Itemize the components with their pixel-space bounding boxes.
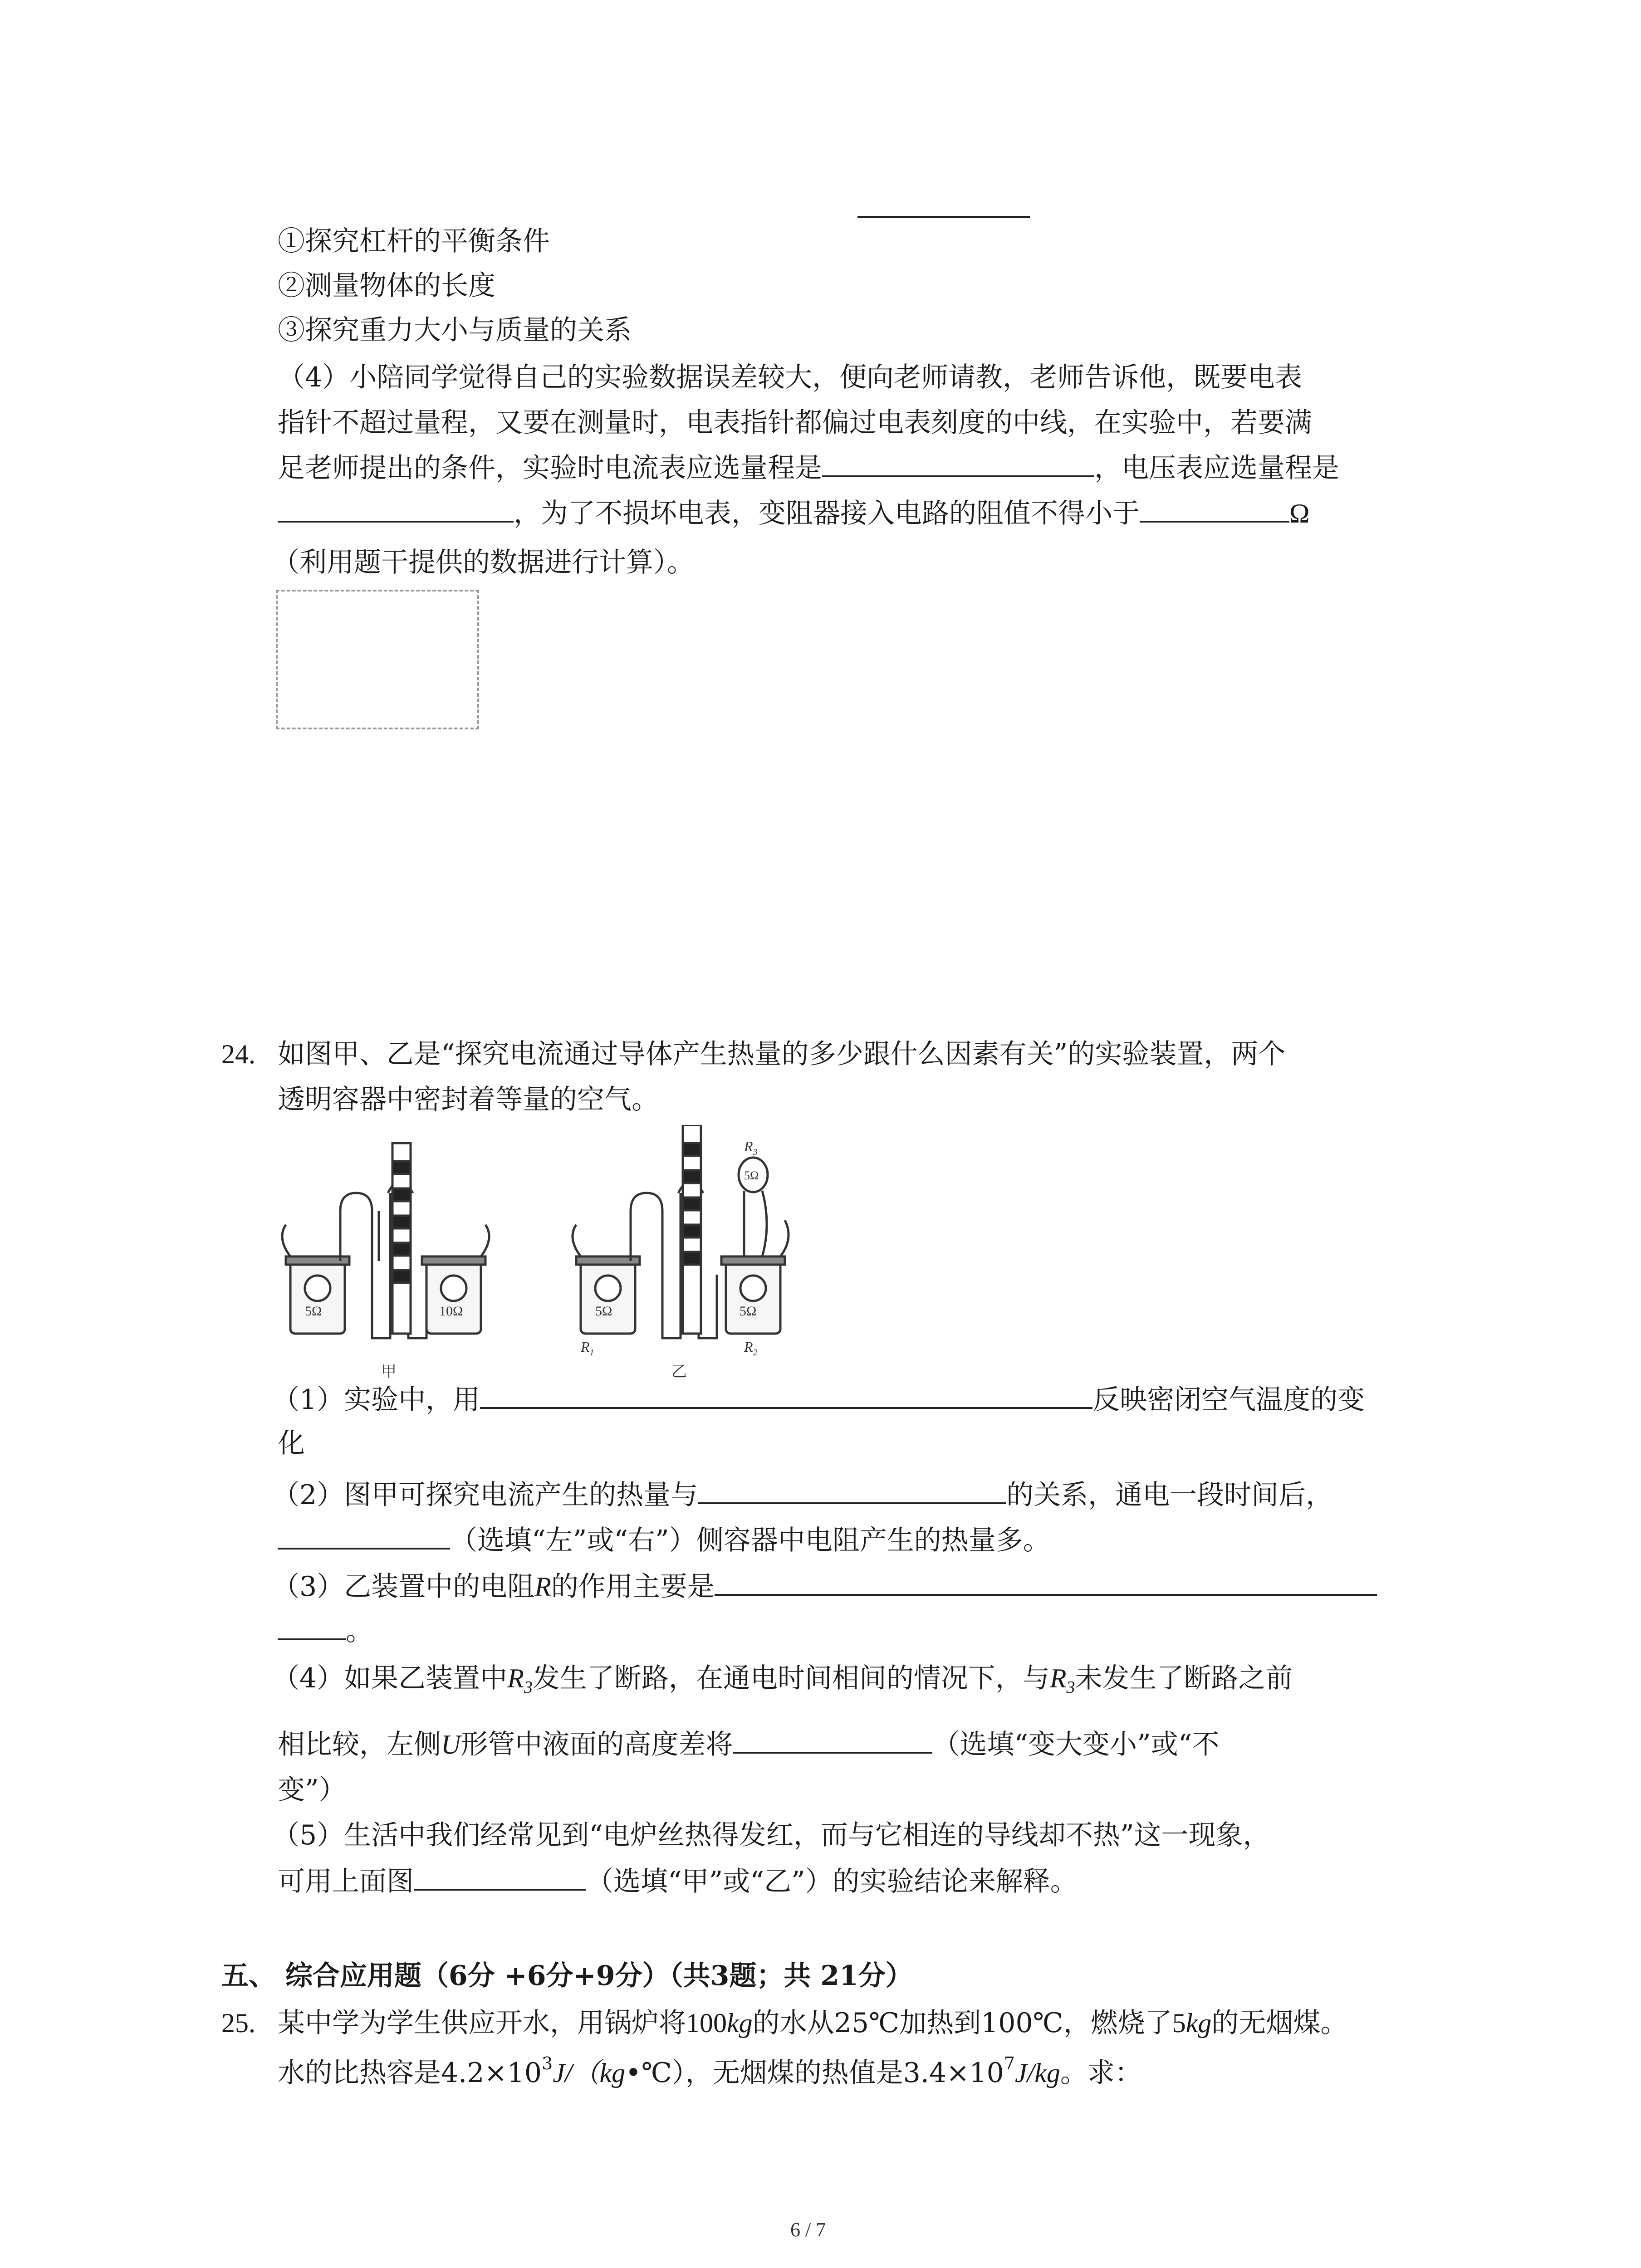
q25-mass-water: 100: [686, 2008, 727, 2038]
q24-5-text-b: 可用上面图: [278, 1866, 414, 1897]
q24-4-line2: [278, 1726, 1219, 1763]
answer-placeholder-box: [276, 590, 479, 729]
q24-1-cont: 化: [278, 1427, 305, 1459]
q24-1-text-a: （1）实验中，用: [272, 1384, 480, 1416]
q25-number: 25.: [221, 2008, 255, 2038]
caption-yi: 乙: [671, 1363, 687, 1379]
q24-4-blank[interactable]: [733, 1726, 932, 1754]
q24-4-text-e: 形管中液面的高度差将: [460, 1729, 733, 1760]
q25-exp-7: 7: [1004, 2053, 1015, 2073]
q23-4-line4: [278, 495, 1310, 532]
q24-5-line2: [278, 1863, 1078, 1900]
q25-text-e: •℃），无烟煤的热值是3.4×10: [625, 2057, 1004, 2089]
q24-4-r3-b: $R_3$: [1049, 1663, 1075, 1697]
q24-3-line: [272, 1569, 1377, 1605]
q25-text-f: 。求：: [1060, 2057, 1142, 2089]
top-answer-blank[interactable]: [857, 216, 1030, 218]
option-2: ②测量物体的长度: [278, 270, 495, 302]
voltmeter-range-blank[interactable]: [278, 495, 514, 523]
q24-5-blank[interactable]: [414, 1863, 586, 1891]
q25-text-a: 某中学为学生供应开水，用锅炉将: [278, 2007, 686, 2039]
q23-4-line4-text-a: ，为了不损坏电表，变阻器接入电路的阻值不得小于: [514, 498, 1140, 529]
experiment-figure: [272, 1125, 835, 1379]
q24-2-text-b: 的关系，通电一段时间后，: [1006, 1479, 1333, 1511]
q24-4-line: [272, 1660, 1293, 1696]
q24-4-text-f: （选填“变大变小”或“不: [932, 1729, 1220, 1760]
min-resistance-blank[interactable]: [1140, 495, 1289, 523]
r2-label: $R_2$: [744, 1339, 758, 1358]
q23-4-line3-text-b: ，电压表应选量程是: [1094, 452, 1339, 484]
q25-exp-3: 3: [542, 2053, 553, 2073]
q25-text-b: 的水从25℃加热到100℃，燃烧了: [752, 2007, 1172, 2039]
q24-number: 24.: [221, 1039, 255, 1069]
q23-4-line3-text-a: 足老师提出的条件，实验时电流表应选量程是: [278, 452, 822, 484]
ohm-unit: Ω: [1289, 499, 1310, 528]
q24-3-text-c: 。: [346, 1615, 373, 1647]
q25-unit-jkg: J/kg: [1014, 2058, 1060, 2088]
q24-5-line: （5）生活中我们经常见到“电炉丝热得发红，而与它相连的导线却不热”这一现象，: [272, 1819, 1270, 1851]
option-3: ③探究重力大小与质量的关系: [278, 314, 632, 346]
q23-4-line5: （利用题干提供的数据进行计算）。: [272, 547, 694, 578]
q24-1-blank[interactable]: [480, 1382, 1092, 1409]
yi-top-resistor-label: 5Ω: [744, 1169, 759, 1182]
page-number: 6 / 7: [790, 2219, 826, 2241]
q23-4-line2: 指针不超过量程，又要在测量时，电表指针都偏过电表刻度的中线，在实验中，若要满: [278, 407, 1312, 439]
caption-jia: 甲: [381, 1363, 397, 1379]
q24-line2: 透明容器中密封着等量的空气。: [278, 1084, 659, 1115]
yi-right-resistor-label: 5Ω: [740, 1304, 757, 1319]
q24-4-text-d: 相比较，左侧: [278, 1729, 441, 1760]
q25-unit-kg-3: kg: [599, 2058, 626, 2088]
yi-left-resistor-label: 5Ω: [595, 1304, 612, 1319]
q25-line1: [278, 2005, 1347, 2041]
q24-line1: 如图甲、乙是“探究电流通过导体产生热量的多少跟什么因素有关”的实验装置，两个: [278, 1038, 1286, 1070]
q25-mass-coal: 5: [1172, 2008, 1186, 2038]
q24-2-text-a: （2）图甲可探究电流产生的热量与: [272, 1479, 698, 1511]
q25-text-c: 的无烟煤。: [1211, 2007, 1348, 2039]
r3-label: $R_3$: [744, 1138, 758, 1157]
q24-4-line3: 变”）: [278, 1774, 346, 1806]
q23-4-line3: [278, 450, 1339, 486]
q24-3-blank-a[interactable]: [715, 1569, 1377, 1596]
q24-4-u: U: [441, 1730, 461, 1760]
q24-3-r: R: [534, 1572, 551, 1602]
q23-4-line1: （4）小陪同学觉得自己的实验数据误差较大，便向老师请教，老师告诉他，既要电表: [278, 362, 1303, 393]
jia-right-resistor-label: 10Ω: [439, 1304, 463, 1319]
q24-4-text-c: 未发生了断路之前: [1075, 1662, 1293, 1694]
section-5-title: 五、 综合应用题（6分 +6分+9分）（共3题；共 21分）: [221, 1960, 913, 1992]
q24-4-r3: $R_3$: [507, 1663, 533, 1697]
q25-unit-kg-2: kg: [1185, 2008, 1212, 2038]
q24-3-line2: [278, 1613, 373, 1649]
option-1: ①探究杠杆的平衡条件: [278, 225, 550, 257]
q24-5-text-c: （选填“甲”或“乙”）的实验结论来解释。: [586, 1866, 1078, 1897]
q25-text-d: 水的比热容是4.2×10: [278, 2057, 542, 2089]
r1-label: $R_1$: [581, 1339, 594, 1358]
q24-3-blank-b[interactable]: [278, 1613, 346, 1640]
q24-1-line: [272, 1382, 1365, 1418]
q24-3-text-a: （3）乙装置中的电阻: [272, 1571, 535, 1603]
q24-4-text-a: （4）如果乙装置中: [272, 1662, 508, 1694]
q24-2-line2: [278, 1522, 1050, 1559]
jia-left-resistor-label: 5Ω: [305, 1304, 322, 1319]
q25-unit-kg-1: kg: [727, 2008, 753, 2038]
q24-3-text-b: 的作用主要是: [551, 1571, 715, 1603]
q24-2-line: [272, 1477, 1333, 1513]
q24-2-blank-a[interactable]: [698, 1477, 1006, 1504]
q24-2-text-c: （选填“左”或“右”）侧容器中电阻产生的热量多。: [450, 1525, 1050, 1556]
ammeter-range-blank[interactable]: [822, 450, 1094, 477]
q24-4-text-b: 发生了断路，在通电时间相间的情况下，与: [532, 1662, 1050, 1694]
q25-unit-j: J/（: [553, 2058, 600, 2088]
q24-2-blank-b[interactable]: [278, 1522, 450, 1549]
q25-line2: [278, 2055, 1142, 2091]
q24-1-text-b: 反映密闭空气温度的变: [1092, 1384, 1365, 1416]
